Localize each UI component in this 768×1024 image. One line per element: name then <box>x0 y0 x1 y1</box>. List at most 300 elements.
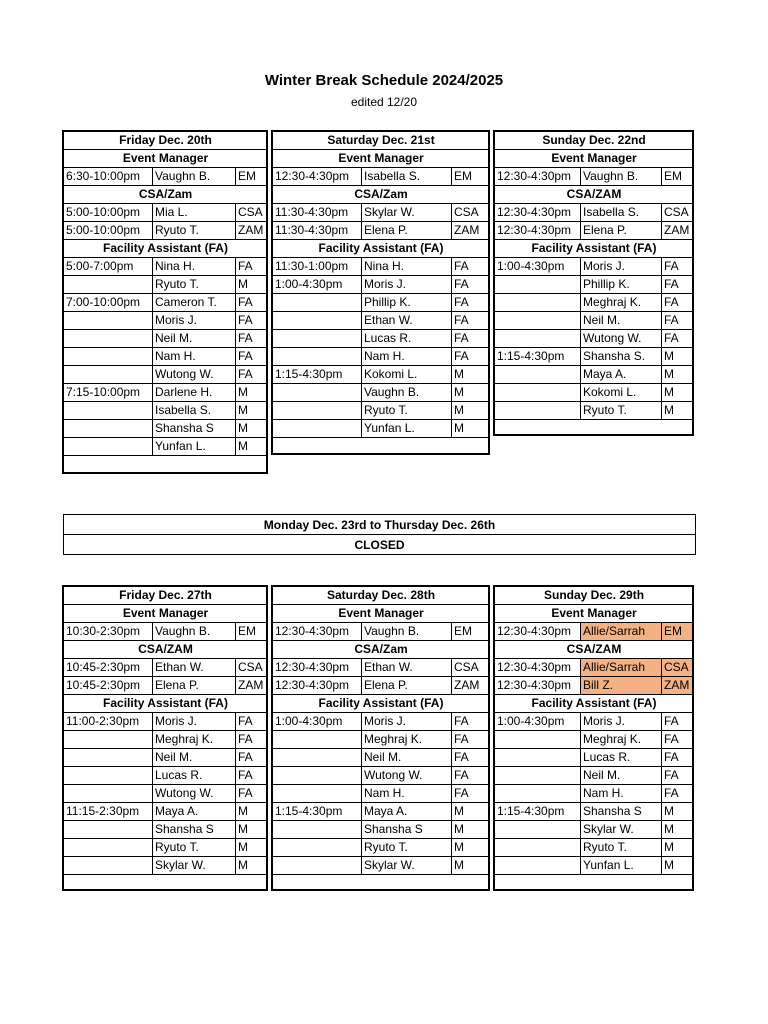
staff-role: FA <box>452 767 490 785</box>
shift-time: 5:00-10:00pm <box>64 222 153 240</box>
shift-row <box>495 749 694 767</box>
shift-row <box>273 384 490 402</box>
shift-time: 10:45-2:30pm <box>64 659 153 677</box>
staff-name: Bill Z. <box>581 677 662 695</box>
staff-role: ZAM <box>452 222 490 240</box>
shift-row <box>273 366 490 384</box>
staff-name: Kokomi L. <box>362 366 452 384</box>
shift-time: 1:00-4:30pm <box>495 258 581 276</box>
staff-role: ZAM <box>452 677 490 695</box>
shift-row <box>495 713 694 731</box>
shift-row <box>495 294 694 312</box>
section-header-row <box>64 641 268 659</box>
staff-name: Elena P. <box>581 222 662 240</box>
staff-name: Isabella S. <box>581 204 662 222</box>
shift-time: 1:15-4:30pm <box>273 366 362 384</box>
staff-role: FA <box>236 294 268 312</box>
shift-time <box>273 857 362 875</box>
staff-name: Wutong W. <box>362 767 452 785</box>
staff-role: FA <box>662 785 694 803</box>
shift-time <box>273 785 362 803</box>
staff-role: FA <box>452 258 490 276</box>
staff-role: FA <box>662 330 694 348</box>
shift-row <box>495 222 694 240</box>
staff-name: Skylar W. <box>362 857 452 875</box>
staff-name: Ryuto T. <box>581 839 662 857</box>
staff-role: FA <box>236 749 268 767</box>
shift-time <box>495 749 581 767</box>
section-header: Event Manager <box>64 150 268 168</box>
section-header-row <box>64 240 268 258</box>
section-header-row <box>64 150 268 168</box>
shift-row <box>273 785 490 803</box>
shift-row <box>495 312 694 330</box>
staff-name: Neil M. <box>362 749 452 767</box>
day-table <box>494 586 694 875</box>
shift-time: 7:00-10:00pm <box>64 294 153 312</box>
staff-name: Shansha S <box>362 821 452 839</box>
section-header-row <box>273 186 490 204</box>
staff-name: Meghraj K. <box>581 731 662 749</box>
staff-name: Nam H. <box>362 348 452 366</box>
staff-name: Allie/Sarrah <box>581 659 662 677</box>
section-header-row <box>64 695 268 713</box>
staff-role: M <box>662 821 694 839</box>
shift-row <box>495 623 694 641</box>
staff-name: Yunfan L. <box>153 438 236 456</box>
staff-name: Nam H. <box>362 785 452 803</box>
staff-role: M <box>236 821 268 839</box>
shift-time <box>64 420 153 438</box>
staff-name: Ryuto T. <box>153 276 236 294</box>
staff-role: FA <box>662 713 694 731</box>
shift-row <box>64 713 268 731</box>
staff-name: Ethan W. <box>362 312 452 330</box>
shift-row <box>495 731 694 749</box>
shift-time <box>64 348 153 366</box>
shift-row <box>273 857 490 875</box>
staff-role: FA <box>236 348 268 366</box>
shift-time: 10:45-2:30pm <box>64 677 153 695</box>
staff-name: Ryuto T. <box>581 402 662 420</box>
staff-role: EM <box>236 623 268 641</box>
staff-name: Wutong W. <box>153 785 236 803</box>
shift-row <box>64 731 268 749</box>
shift-time: 1:15-4:30pm <box>495 348 581 366</box>
shift-row <box>64 857 268 875</box>
shift-row <box>495 276 694 294</box>
staff-name: Vaughn B. <box>153 168 236 186</box>
staff-name: Maya A. <box>581 366 662 384</box>
staff-name: Moris J. <box>362 276 452 294</box>
staff-name: Nam H. <box>153 348 236 366</box>
staff-name: Shansha S <box>153 821 236 839</box>
staff-role: CSA <box>236 659 268 677</box>
staff-name: Maya A. <box>362 803 452 821</box>
section-header: Facility Assistant (FA) <box>273 695 490 713</box>
staff-name: Neil M. <box>153 749 236 767</box>
shift-row <box>273 402 490 420</box>
staff-name: Shansha S <box>581 803 662 821</box>
shift-time <box>64 731 153 749</box>
shift-time <box>64 330 153 348</box>
section-header: Facility Assistant (FA) <box>273 240 490 258</box>
section-header-row <box>495 605 694 623</box>
shift-row <box>64 821 268 839</box>
day-heading: Friday Dec. 27th <box>64 587 268 605</box>
staff-name: Ethan W. <box>362 659 452 677</box>
staff-role: M <box>236 839 268 857</box>
shift-time <box>273 839 362 857</box>
staff-name: Shansha S. <box>581 348 662 366</box>
shift-row <box>64 276 268 294</box>
shift-time: 1:00-4:30pm <box>273 713 362 731</box>
day-table <box>63 586 268 875</box>
staff-role: FA <box>236 785 268 803</box>
shift-time <box>64 312 153 330</box>
shift-time <box>64 276 153 294</box>
staff-role: FA <box>452 276 490 294</box>
staff-role: FA <box>236 731 268 749</box>
shift-row <box>495 402 694 420</box>
shift-row <box>64 294 268 312</box>
staff-name: Isabella S. <box>362 168 452 186</box>
shift-time <box>273 294 362 312</box>
staff-name: Vaughn B. <box>362 623 452 641</box>
staff-name: Mia L. <box>153 204 236 222</box>
staff-name: Moris J. <box>581 258 662 276</box>
shift-row <box>64 402 268 420</box>
shift-time: 12:30-4:30pm <box>495 222 581 240</box>
shift-time <box>495 767 581 785</box>
shift-time: 12:30-4:30pm <box>495 168 581 186</box>
shift-row <box>273 731 490 749</box>
shift-time <box>495 330 581 348</box>
shift-time: 11:30-1:00pm <box>273 258 362 276</box>
staff-name: Elena P. <box>362 677 452 695</box>
shift-time: 12:30-4:30pm <box>273 623 362 641</box>
page-title: Winter Break Schedule 2024/2025 <box>264 72 504 89</box>
staff-role: FA <box>236 366 268 384</box>
shift-time <box>273 731 362 749</box>
section-header-row <box>273 695 490 713</box>
staff-role: M <box>452 420 490 438</box>
staff-role: CSA <box>662 204 694 222</box>
section-header-row <box>495 150 694 168</box>
shift-row <box>273 168 490 186</box>
staff-role: M <box>662 803 694 821</box>
shift-time <box>273 312 362 330</box>
shift-row <box>64 222 268 240</box>
staff-name: Yunfan L. <box>362 420 452 438</box>
staff-role: EM <box>662 623 694 641</box>
staff-role: FA <box>236 258 268 276</box>
shift-time: 12:30-4:30pm <box>495 204 581 222</box>
shift-row <box>495 204 694 222</box>
shift-row <box>273 294 490 312</box>
staff-name: Moris J. <box>581 713 662 731</box>
staff-role: FA <box>236 767 268 785</box>
staff-role: ZAM <box>662 222 694 240</box>
section-header-row <box>495 641 694 659</box>
staff-name: Ryuto T. <box>362 402 452 420</box>
staff-name: Lucas R. <box>153 767 236 785</box>
shift-row <box>64 168 268 186</box>
shift-row <box>273 767 490 785</box>
staff-name: Ryuto T. <box>153 839 236 857</box>
shift-row <box>495 767 694 785</box>
section-header: CSA/Zam <box>273 186 490 204</box>
staff-role: FA <box>662 258 694 276</box>
staff-name: Meghraj K. <box>362 731 452 749</box>
shift-time: 5:00-7:00pm <box>64 258 153 276</box>
shift-time: 1:00-4:30pm <box>495 713 581 731</box>
staff-role: CSA <box>452 659 490 677</box>
staff-role: FA <box>452 294 490 312</box>
shift-time <box>495 384 581 402</box>
staff-role: M <box>452 839 490 857</box>
day-heading: Sunday Dec. 29th <box>495 587 694 605</box>
shift-time: 12:30-4:30pm <box>273 168 362 186</box>
shift-time <box>64 821 153 839</box>
shift-row <box>64 803 268 821</box>
section-header: Event Manager <box>64 605 268 623</box>
staff-name: Darlene H. <box>153 384 236 402</box>
shift-time <box>273 384 362 402</box>
staff-role: FA <box>236 330 268 348</box>
shift-row <box>273 677 490 695</box>
section-header: CSA/Zam <box>64 186 268 204</box>
section-header-row <box>495 695 694 713</box>
section-header: CSA/ZAM <box>495 186 694 204</box>
staff-role: FA <box>452 330 490 348</box>
staff-role: FA <box>452 785 490 803</box>
shift-row <box>495 348 694 366</box>
staff-name: Neil M. <box>581 767 662 785</box>
day-table <box>272 131 490 438</box>
section-header-row <box>273 240 490 258</box>
staff-role: FA <box>236 312 268 330</box>
staff-name: Kokomi L. <box>581 384 662 402</box>
staff-role: ZAM <box>662 677 694 695</box>
staff-name: Allie/Sarrah <box>581 623 662 641</box>
staff-name: Nina H. <box>362 258 452 276</box>
shift-row <box>273 258 490 276</box>
staff-role: M <box>236 803 268 821</box>
staff-name: Elena P. <box>153 677 236 695</box>
shift-time <box>273 749 362 767</box>
section-header: CSA/ZAM <box>64 641 268 659</box>
shift-time: 11:00-2:30pm <box>64 713 153 731</box>
shift-time <box>495 312 581 330</box>
shift-time: 6:30-10:00pm <box>64 168 153 186</box>
staff-role: M <box>236 276 268 294</box>
shift-row <box>64 258 268 276</box>
staff-role: M <box>236 402 268 420</box>
shift-row <box>273 803 490 821</box>
section-header: Facility Assistant (FA) <box>495 240 694 258</box>
section-header: CSA/Zam <box>273 641 490 659</box>
staff-role: EM <box>452 168 490 186</box>
shift-row <box>64 623 268 641</box>
section-header-row <box>495 240 694 258</box>
staff-role: FA <box>662 312 694 330</box>
shift-row <box>273 312 490 330</box>
staff-role: ZAM <box>236 677 268 695</box>
staff-name: Vaughn B. <box>153 623 236 641</box>
staff-role: FA <box>452 749 490 767</box>
staff-name: Moris J. <box>153 713 236 731</box>
staff-role: M <box>662 857 694 875</box>
shift-row <box>273 204 490 222</box>
staff-role: M <box>236 420 268 438</box>
shift-row <box>273 623 490 641</box>
shift-time <box>64 366 153 384</box>
shift-row <box>64 677 268 695</box>
staff-name: Skylar W. <box>581 821 662 839</box>
shift-row <box>64 767 268 785</box>
shift-row <box>64 366 268 384</box>
shift-time <box>495 294 581 312</box>
staff-name: Nina H. <box>153 258 236 276</box>
shift-row <box>273 821 490 839</box>
staff-role: FA <box>662 731 694 749</box>
staff-name: Lucas R. <box>581 749 662 767</box>
staff-role: FA <box>236 713 268 731</box>
shift-row <box>495 366 694 384</box>
section-header: CSA/ZAM <box>495 641 694 659</box>
staff-name: Wutong W. <box>581 330 662 348</box>
shift-row <box>64 438 268 456</box>
shift-row <box>273 749 490 767</box>
staff-role: M <box>662 402 694 420</box>
staff-role: CSA <box>662 659 694 677</box>
staff-name: Maya A. <box>153 803 236 821</box>
shift-time <box>273 348 362 366</box>
shift-row <box>273 713 490 731</box>
section-header: Event Manager <box>495 150 694 168</box>
shift-row <box>495 168 694 186</box>
staff-name: Nam H. <box>581 785 662 803</box>
staff-role: FA <box>662 276 694 294</box>
shift-time <box>495 857 581 875</box>
shift-row <box>495 839 694 857</box>
day-heading: Saturday Dec. 28th <box>273 587 490 605</box>
staff-role: CSA <box>236 204 268 222</box>
staff-role: M <box>236 857 268 875</box>
shift-time: 1:15-4:30pm <box>495 803 581 821</box>
staff-name: Moris J. <box>153 312 236 330</box>
staff-name: Cameron T. <box>153 294 236 312</box>
staff-role: EM <box>236 168 268 186</box>
closed-notice <box>63 514 696 555</box>
staff-role: M <box>452 366 490 384</box>
shift-row <box>273 420 490 438</box>
shift-row <box>64 330 268 348</box>
shift-time <box>495 276 581 294</box>
section-header-row <box>64 605 268 623</box>
shift-time <box>273 821 362 839</box>
staff-name: Vaughn B. <box>581 168 662 186</box>
section-header: Facility Assistant (FA) <box>64 240 268 258</box>
shift-row <box>273 659 490 677</box>
shift-row <box>495 659 694 677</box>
day-table <box>272 586 490 875</box>
staff-role: M <box>662 384 694 402</box>
section-header: Facility Assistant (FA) <box>64 695 268 713</box>
staff-role: FA <box>662 749 694 767</box>
closed-dates: Monday Dec. 23rd to Thursday Dec. 26th <box>64 515 696 535</box>
shift-time <box>64 767 153 785</box>
staff-role: M <box>452 821 490 839</box>
staff-name: Phillip K. <box>581 276 662 294</box>
shift-time <box>64 402 153 420</box>
day-heading: Friday Dec. 20th <box>64 132 268 150</box>
staff-role: EM <box>662 168 694 186</box>
day-table <box>494 131 694 420</box>
staff-name: Lucas R. <box>362 330 452 348</box>
staff-name: Ryuto T. <box>153 222 236 240</box>
shift-row <box>64 785 268 803</box>
shift-row <box>495 785 694 803</box>
shift-time: 12:30-4:30pm <box>273 677 362 695</box>
shift-time: 5:00-10:00pm <box>64 204 153 222</box>
section-header-row <box>64 186 268 204</box>
staff-name: Ryuto T. <box>362 839 452 857</box>
staff-role: M <box>452 803 490 821</box>
shift-time <box>64 438 153 456</box>
staff-role: FA <box>452 348 490 366</box>
staff-role: FA <box>452 731 490 749</box>
shift-time <box>495 839 581 857</box>
section-header-row <box>273 150 490 168</box>
staff-name: Meghraj K. <box>581 294 662 312</box>
staff-role: M <box>236 384 268 402</box>
shift-time: 1:15-4:30pm <box>273 803 362 821</box>
day-table <box>63 131 268 456</box>
shift-time <box>273 420 362 438</box>
shift-row <box>273 330 490 348</box>
shift-time: 12:30-4:30pm <box>495 659 581 677</box>
shift-time <box>495 821 581 839</box>
shift-row <box>273 222 490 240</box>
staff-name: Isabella S. <box>153 402 236 420</box>
shift-row <box>64 839 268 857</box>
shift-row <box>495 330 694 348</box>
shift-row <box>495 677 694 695</box>
shift-time: 12:30-4:30pm <box>495 677 581 695</box>
staff-role: M <box>452 384 490 402</box>
shift-row <box>495 258 694 276</box>
shift-time: 1:00-4:30pm <box>273 276 362 294</box>
shift-row <box>273 348 490 366</box>
section-header-row <box>273 605 490 623</box>
shift-time <box>273 767 362 785</box>
section-header: Event Manager <box>273 150 490 168</box>
closed-status: CLOSED <box>64 535 696 555</box>
staff-role: EM <box>452 623 490 641</box>
shift-row <box>64 204 268 222</box>
staff-role: FA <box>662 767 694 785</box>
staff-role: FA <box>452 713 490 731</box>
staff-name: Vaughn B. <box>362 384 452 402</box>
shift-time <box>273 402 362 420</box>
staff-name: Skylar W. <box>153 857 236 875</box>
staff-role: M <box>662 366 694 384</box>
shift-row <box>495 821 694 839</box>
shift-time: 7:15-10:00pm <box>64 384 153 402</box>
shift-row <box>64 384 268 402</box>
